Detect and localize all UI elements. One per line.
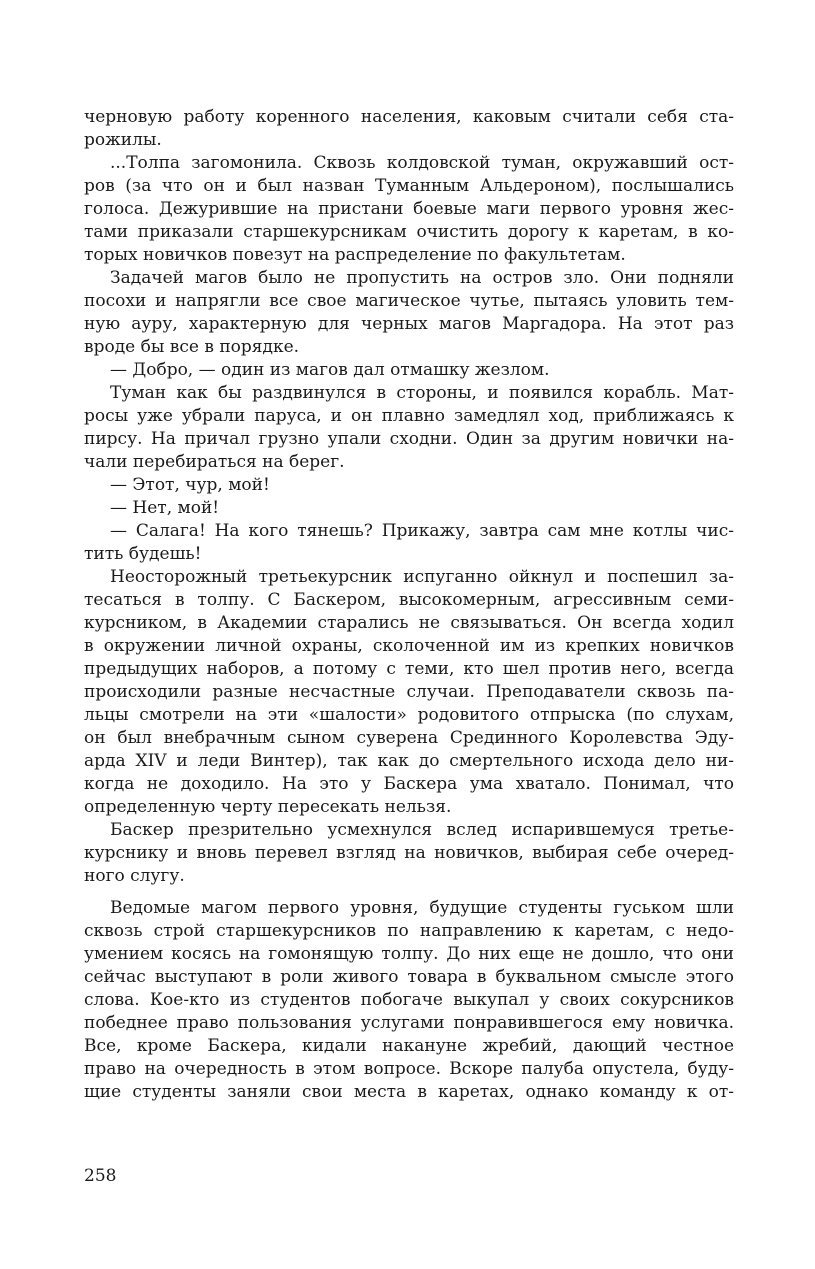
text-line: тами приказали старшекурсникам очистить дорогу к каретам, в ко- (84, 222, 734, 242)
text-line: когда не доходило. На это у Баскера ума хватало. Понимал, что (84, 774, 734, 794)
text-line: льцы смотрели на эти «шалости» родовитого отпрыска (по слухам, (84, 705, 734, 725)
text-line: рожилы. (84, 130, 162, 150)
text-line: в окружении личной охраны, сколоченной им из крепких новичков (84, 636, 734, 656)
text-line: происходили разные несчастные случаи. Преподаватели сквозь па- (84, 682, 734, 702)
text-line: арда XIV и леди Винтер), так как до смертельного исхода дело ни- (84, 751, 734, 771)
text-line: Задачей магов было не пропустить на остров зло. Они подняли (110, 268, 734, 288)
text-line: черновую работу коренного населения, каковым считали себя ста- (84, 107, 734, 127)
text-line: — Этот, чур, мой! (110, 475, 270, 495)
text-line: Туман как бы раздвинулся в стороны, и появился корабль. Мат- (110, 383, 734, 403)
text-line: — Нет, мой! (110, 498, 220, 518)
text-line: победнее право пользования услугами понравившегося ему новичка. (84, 1013, 734, 1033)
text-line: предыдущих наборов, а потому с теми, кто шел против него, всегда (84, 659, 734, 679)
text-line: ров (за что он и был назван Туманным Альдероном), послышались (84, 176, 734, 196)
text-line: пирсу. На причал грузно упали сходни. Один за другим новички на- (84, 429, 734, 449)
text-line: чали перебираться на берег. (84, 452, 345, 472)
text-line: определенную черту пересекать нельзя. (84, 797, 452, 817)
text-line: росы уже убрали паруса, и он плавно замедлял ход, приближаясь к (84, 406, 734, 426)
body-text (84, 106, 734, 1104)
text-line: Все, кроме Баскера, кидали накануне жребий, дающий честное (84, 1036, 734, 1056)
text-line: тесаться в толпу. С Баскером, высокомерным, агрессивным семи- (84, 590, 734, 610)
text-line: Баскер презрительно усмехнулся вслед испарившемуся третье- (110, 820, 734, 840)
text-line: Ведомые магом первого уровня, будущие студенты гуськом шли (110, 898, 734, 918)
text-line: слова. Кое-кто из студентов побогаче выкупал у своих сокурсников (84, 990, 734, 1010)
text-line: курснику и вновь перевел взгляд на новичков, выбирая себе очеред- (84, 843, 734, 863)
text-line: торых новичков повезут на распределение по факультетам. (84, 245, 626, 265)
text-line: право на очередность в этом вопросе. Вскоре палуба опустела, буду- (84, 1059, 734, 1079)
text-line: — Добро, — один из магов дал отмашку жезлом. (110, 360, 550, 380)
text-line: тить будешь! (84, 544, 202, 564)
text-line: ную ауру, характерную для черных магов Маргадора. На этот раз (84, 314, 734, 334)
text-line: голоса. Дежурившие на пристани боевые маги первого уровня жес- (84, 199, 734, 219)
text-line: вроде бы все в порядке. (84, 337, 300, 357)
text-line: ного слугу. (84, 866, 185, 886)
text-line: ...Толпа загомонила. Сквозь колдовской туман, окружавший ост- (110, 153, 734, 173)
text-line: посохи и напрягли все свое магическое чутье, пытаясь уловить тем- (84, 291, 734, 311)
paragraph-gap (84, 888, 734, 897)
text-line: сейчас выступают в роли живого товара в буквальном смысле этого (84, 967, 734, 987)
text-line: он был внебрачным сыном суверена Срединного Королевства Эду- (84, 728, 734, 748)
text-line: щие студенты заняли свои места в каретах, однако команду к от- (84, 1082, 734, 1102)
page-number: 258 (84, 1166, 117, 1186)
text-line: Неосторожный третьекурсник испуганно ойкнул и поспешил за- (110, 567, 734, 587)
text-line: — Салага! На кого тянешь? Прикажу, завтра сам мне котлы чис- (110, 521, 734, 541)
text-line: сквозь строй старшекурсников по направлению к каретам, с недо- (84, 921, 734, 941)
text-line: курсником, в Академии старались не связываться. Он всегда ходил (84, 613, 734, 633)
text-line: умением косясь на гомонящую толпу. До них еще не дошло, что они (84, 944, 734, 964)
